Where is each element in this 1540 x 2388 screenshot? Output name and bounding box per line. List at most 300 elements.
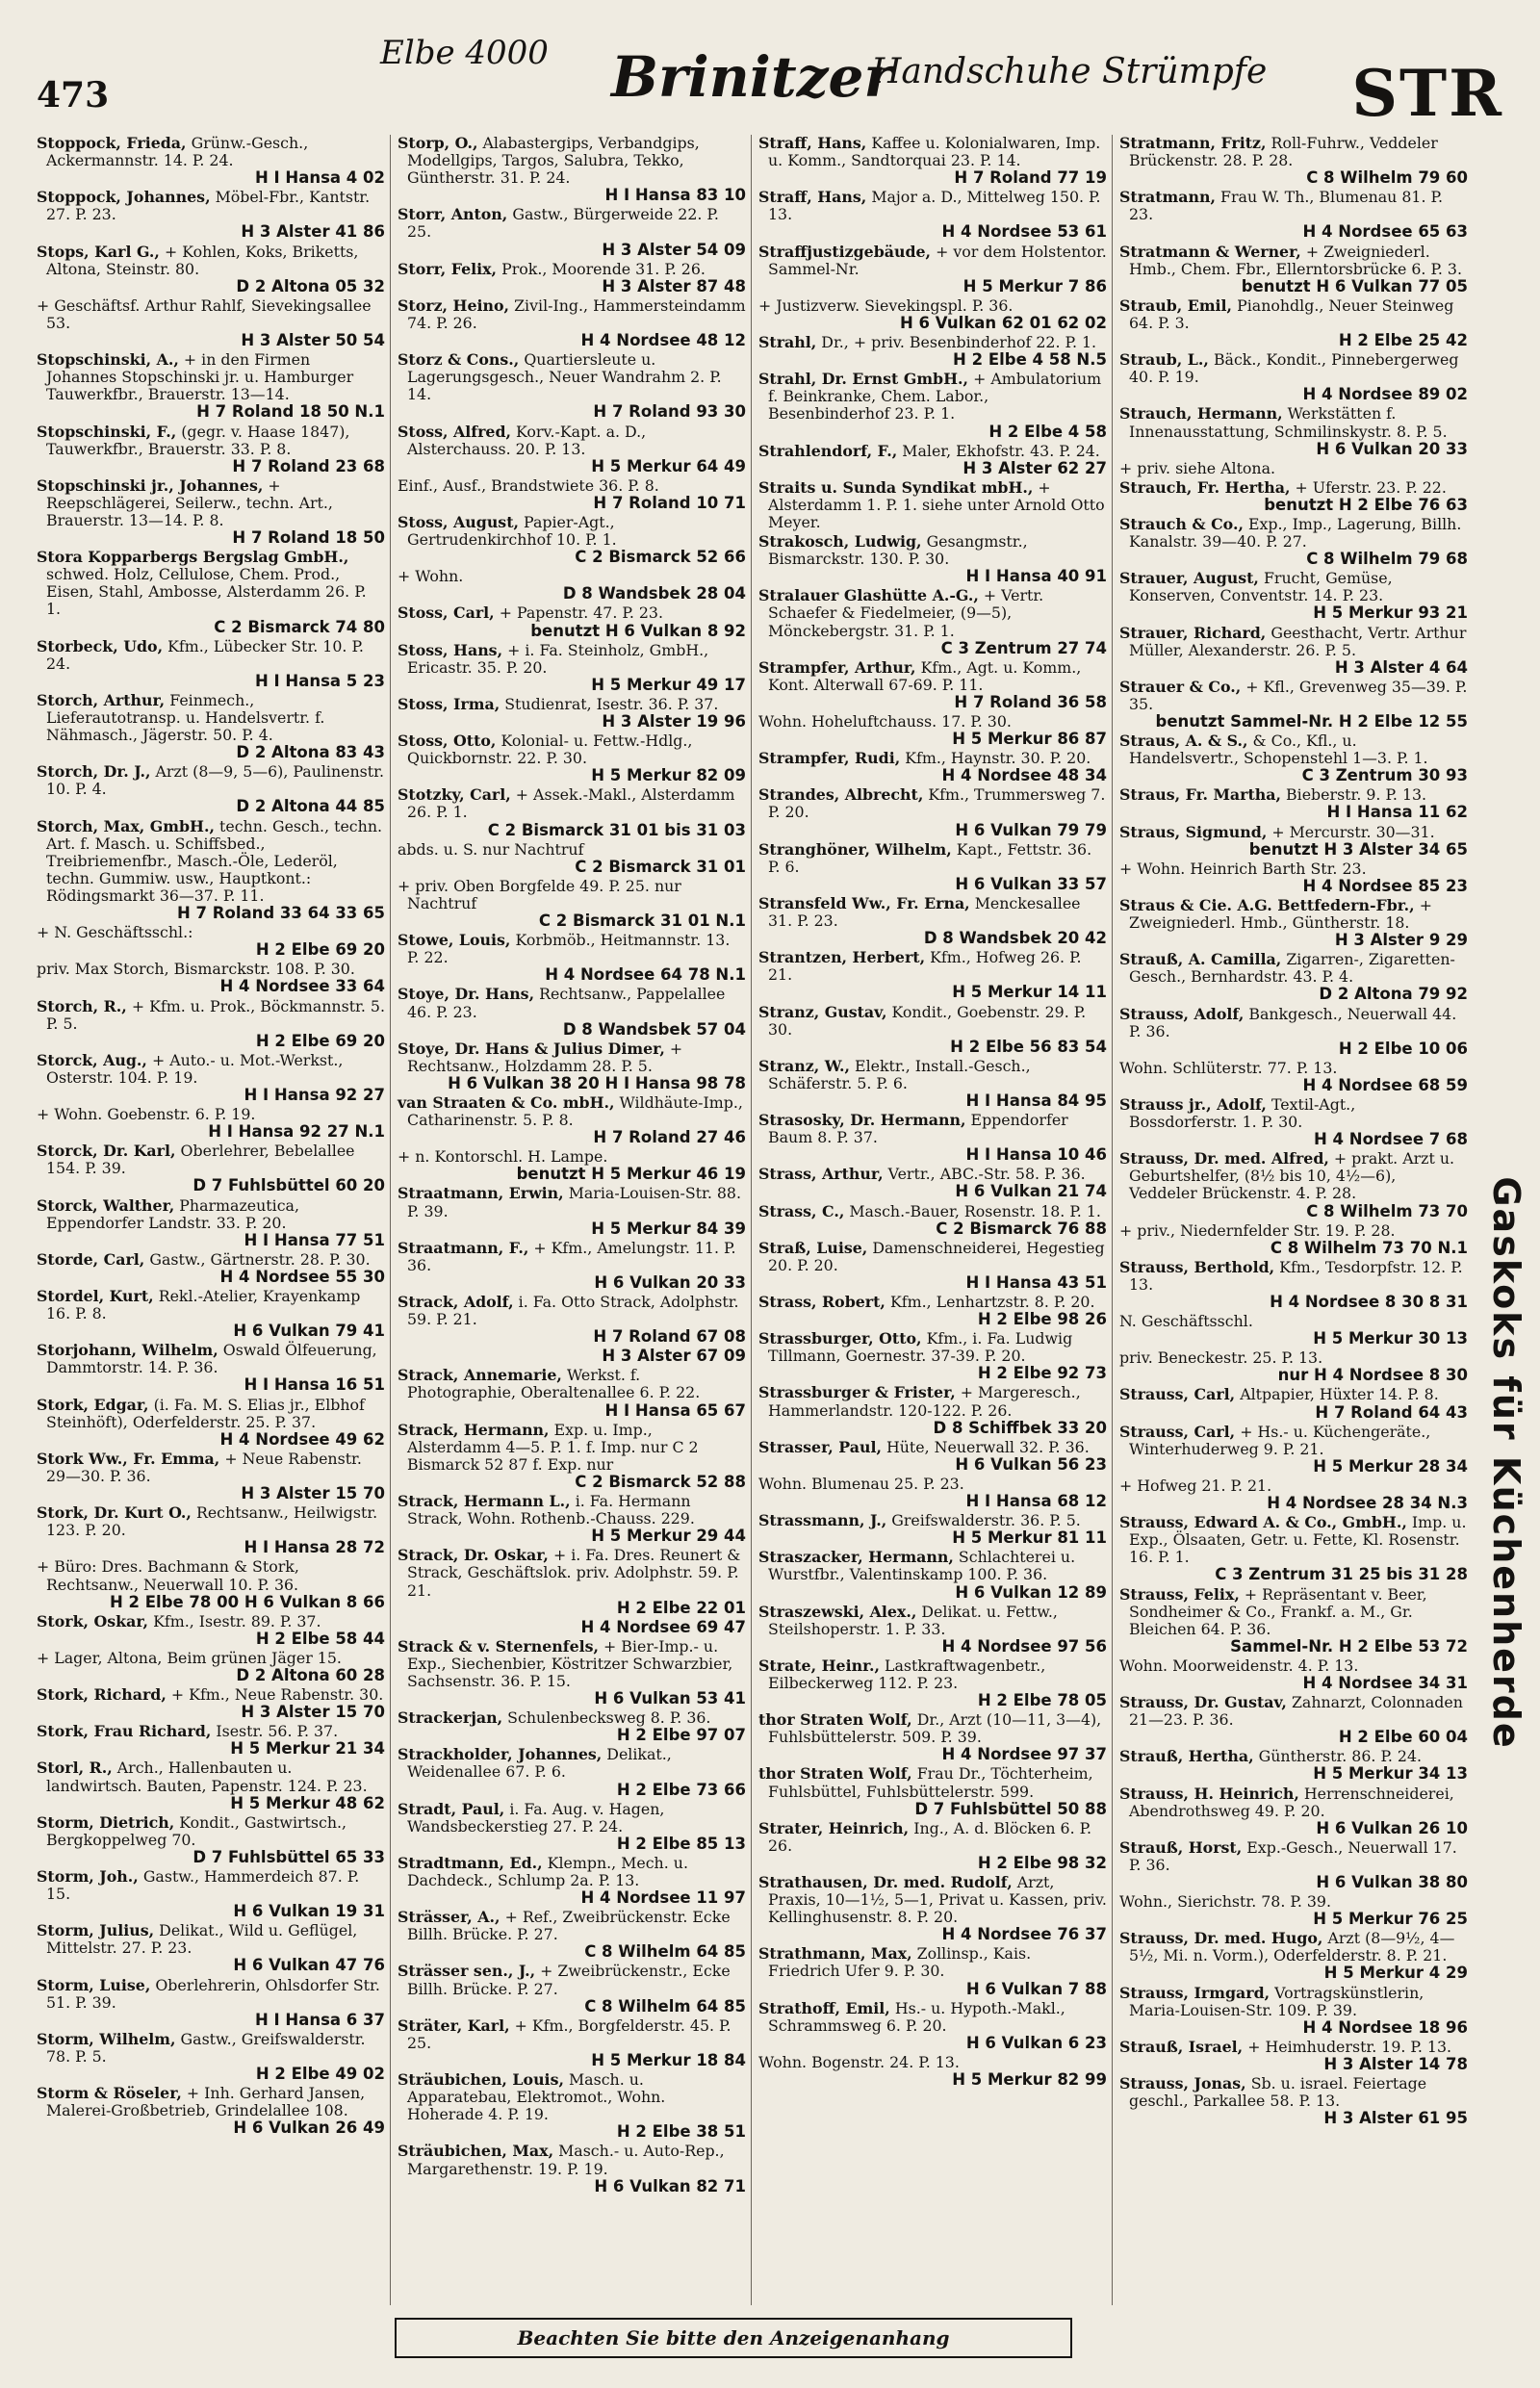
entry-phone: C 8 Wilhelm 79 68	[1306, 550, 1468, 569]
entry-details: N. Geschäftsschl.	[1119, 1312, 1253, 1331]
entry-details: + Rechtsanw., Holzdamm 28. P. 5.	[407, 1039, 683, 1075]
entry-name: Storck, Walther,	[37, 1195, 175, 1215]
directory-entry	[37, 2085, 385, 2137]
entry-details: Wohn. Blumenau 25. P. 23.	[758, 1474, 964, 1493]
entry-phone: H 5 Merkur 49 17	[591, 675, 746, 694]
entry-phone: H 2 Elbe 60 04	[1338, 1728, 1468, 1747]
directory-entry	[758, 713, 1107, 748]
entry-details: Studienrat, Isestr. 36. P. 37.	[504, 694, 719, 713]
entry-details: Papier-Agt., Gertrudenkirchhof 10. P. 1.	[407, 512, 617, 550]
entry-name: Strässer sen., J.,	[398, 1962, 536, 1981]
directory-entry	[398, 297, 746, 349]
entry-details: + Mercurstr. 30—31.	[1271, 822, 1435, 841]
entry-name: Strack, Hermann,	[398, 1420, 550, 1439]
entry-details: Textil-Agt., Bossdorferstr. 1. P. 30.	[1129, 1094, 1356, 1132]
entry-phone: H 2 Elbe 4 58	[988, 422, 1107, 441]
entry-phone: H 4 Nordsee 89 02	[1302, 385, 1468, 404]
directory-entry	[398, 1422, 746, 1491]
entry-name: Storm, Julius,	[37, 1921, 155, 1940]
entry-details: Kaffee u. Kolonialwaren, Imp. u. Komm., Sandtorquai 23. P. 14.	[768, 134, 1101, 170]
entry-name: Storm, Wilhelm,	[37, 2029, 176, 2048]
entry-details: + Margeresch., Hammerlandstr. 120-122. P. 26.	[768, 1383, 1081, 1420]
directory-entry	[37, 924, 385, 959]
entry-details: Quartiersleute u. Lagerungsgesch., Neuer Wandrahm 2. P. 14.	[407, 350, 722, 404]
entry-details: Korv.-Kapt. a. D., Alsterchauss. 20. P. 13.	[407, 422, 647, 458]
entry-details: schwed. Holz, Cellulose, Chem. Prod., Eisen, Stahl, Ambosse, Alsterdamm 26. P. 1.	[46, 565, 367, 619]
entry-name: Strauer & Co.,	[1119, 677, 1242, 696]
entry-name: Storm, Dietrich,	[37, 1812, 175, 1832]
directory-entry	[1119, 1222, 1468, 1257]
entry-details: Kfm., Lenhartzstr. 8. P. 20.	[889, 1293, 1095, 1311]
entry-name: Strasosky, Dr. Hermann,	[758, 1111, 966, 1130]
entry-details: Bankgesch., Neuerwall 44. P. 36.	[1129, 1004, 1457, 1040]
entry-phone: benutzt H 2 Elbe 76 63	[1264, 495, 1468, 514]
entry-phone: H I Hansa 84 95	[965, 1091, 1107, 1110]
entry-details: Exp., Imp., Lagerung, Billh. Kanalstr. 39—40. P. 27.	[1129, 514, 1462, 552]
directory-entry	[37, 1723, 385, 1758]
entry-phone: H 4 Nordsee 55 30	[219, 1267, 385, 1286]
entry-details: Güntherstr. 86. P. 24.	[1258, 1747, 1423, 1766]
entry-phone: H 7 Roland 27 46	[593, 1128, 746, 1147]
directory-entry	[1119, 1313, 1468, 1348]
directory-entry	[758, 1874, 1107, 1943]
column-3	[758, 135, 1107, 2305]
entry-phone: H 4 Nordsee 97 37	[941, 1745, 1107, 1764]
entry-name: Stoye, Dr. Hans & Julius Dimer,	[398, 1039, 665, 1058]
directory-entry	[1119, 1424, 1468, 1476]
entry-phone: H 4 Nordsee 48 12	[580, 331, 746, 350]
entry-phone: H 7 Roland 64 43	[1315, 1402, 1468, 1422]
directory-entry	[37, 638, 385, 690]
directory-entry	[758, 1604, 1107, 1656]
entry-details: Prok., Moorende 31. P. 26.	[501, 259, 706, 278]
entry-name: Straszacker, Hermann,	[758, 1548, 954, 1567]
directory-entry	[1119, 351, 1468, 403]
directory-entry	[758, 1112, 1107, 1164]
entry-details: + Reepschlägerei, Seilerw., techn. Art., Brauerstr. 13—14. P. 8.	[46, 475, 333, 529]
entry-name: Storz, Heino,	[398, 295, 510, 315]
entry-details: Menckesallee 31. P. 23.	[768, 893, 1081, 931]
entry-details: + Bier-Imp.- u. Exp., Siechenbier, Köstritzer Schwarzbier, Sachsenstr. 36. P. 15.	[407, 1636, 733, 1690]
entry-name: Stoss, Carl,	[398, 603, 495, 623]
entry-details: Imp. u. Exp., Ölsaaten, Getr. u. Fette, Kl. Rosenstr. 16. P. 1.	[1129, 1513, 1467, 1567]
entry-name: Stoss, Hans,	[398, 640, 503, 659]
entry-name: Stotzky, Carl,	[398, 785, 511, 805]
entry-details: + Heimhuderstr. 19. P. 13.	[1247, 2037, 1452, 2056]
entry-details: + Kfm., Neue Rabenstr. 30.	[170, 1685, 384, 1705]
entry-phone: H I Hansa 68 12	[965, 1492, 1107, 1511]
ad-right: Handschuhe Strümpfe	[871, 52, 1268, 91]
entry-details: + Hofweg 21. P. 21.	[1119, 1476, 1272, 1495]
column-4	[1119, 135, 1468, 2305]
entry-phone: H 3 Alster 67 09	[602, 1347, 746, 1366]
entry-phone: H 3 Alster 15 70	[241, 1703, 385, 1722]
entry-name: Straszewski, Alex.,	[758, 1602, 917, 1621]
entry-phone: H 7 Roland 23 68	[232, 456, 385, 475]
entry-name: Storp, O.,	[398, 134, 478, 152]
entry-phone: D 7 Fuhlsbüttel 65 33	[192, 1847, 385, 1866]
entry-name: Storde, Carl,	[37, 1249, 145, 1269]
directory-entry	[758, 1820, 1107, 1872]
directory-entry	[398, 514, 746, 566]
entry-phone: D 8 Schiffbek 33 20	[933, 1418, 1107, 1437]
directory-entry	[398, 1619, 746, 1636]
entry-details: Kfm., Hofweg 26. P. 21.	[768, 948, 1082, 985]
entry-phone: H 2 Elbe 56 83 54	[950, 1037, 1107, 1056]
entry-details: Werkst. f. Photographie, Oberaltenallee 6. P. 22.	[407, 1366, 701, 1402]
entry-phone: H 7 Roland 36 58	[954, 692, 1107, 711]
entry-name: Stordel, Kurt,	[37, 1287, 154, 1305]
entry-details: Arch., Hallenbauten u. landwirtsch. Bauten, Papenstr. 124. P. 23.	[46, 1759, 368, 1795]
entry-details: + Kfm., Borgfelderstr. 45. P. 25.	[407, 2016, 732, 2052]
directory-entry	[398, 642, 746, 694]
directory-entry	[758, 371, 1107, 440]
entry-phone: H 6 Vulkan 56 23	[955, 1454, 1107, 1474]
entry-name: Straus, Sigmund,	[1119, 822, 1268, 841]
entry-details: + Kfm., Amelungstr. 11. P. 36.	[407, 1238, 736, 1274]
entry-details: + vor dem Holstentor. Sammel-Nr.	[768, 242, 1107, 278]
entry-details: techn. Gesch., techn. Art. f. Masch. u. Schiffsbed., Treibriemenfbr., Masch.-Öle, Lederöl, techn. Gummiw. usw., Hauptkont.: Rödingsmarkt 36—37. P. 11.	[46, 816, 383, 905]
entry-name: Stratmann, Fritz,	[1119, 134, 1267, 152]
entry-details: + priv. siehe Altona.	[1119, 458, 1276, 477]
entry-details: + N. Geschäftsschl.:	[37, 923, 193, 942]
entry-details: Wohn. Bogenstr. 24. P. 13.	[758, 2052, 960, 2071]
entry-phone: H 2 Elbe 25 42	[1338, 331, 1468, 350]
directory-entry	[1119, 625, 1468, 677]
entry-name: Strauss, Carl,	[1119, 1422, 1236, 1441]
directory-entry	[1119, 1386, 1468, 1421]
entry-details: Altpapier, Hüxter 14. P. 8.	[1240, 1385, 1439, 1404]
entry-name: Strauss, H. Heinrich,	[1119, 1784, 1299, 1803]
directory-entry	[398, 135, 746, 204]
entry-phone: C 3 Zentrum 27 74	[940, 638, 1107, 657]
entry-name: Stranz, Gustav,	[758, 1002, 887, 1021]
entry-phone: benutzt H 3 Alster 34 65	[1248, 839, 1468, 859]
entry-details: Kfm., i. Fa. Ludwig Tillmann, Goernestr. 37-39. P. 20.	[768, 1329, 1073, 1366]
entry-phone: H 2 Elbe 10 06	[1338, 1039, 1468, 1058]
directory-entry	[1119, 135, 1468, 187]
entry-phone: C 8 Wilhelm 73 70	[1306, 1201, 1468, 1220]
directory-entry	[398, 1367, 746, 1419]
entry-name: Strass, Arthur,	[758, 1165, 884, 1184]
entry-phone: C 2 Bismarck 52 88	[575, 1472, 746, 1491]
entry-name: Straub, L.,	[1119, 350, 1209, 370]
directory-entry	[37, 549, 385, 635]
entry-phone: H 3 Alster 14 78	[1323, 2054, 1468, 2073]
entry-phone: H 3 Alster 87 48	[602, 276, 746, 295]
entry-name: Straatmann, F.,	[398, 1238, 529, 1257]
entry-name: Storr, Anton,	[398, 205, 508, 224]
entry-details: Pharmazeutica, Eppendorfer Landstr. 33. P. 20.	[46, 1195, 299, 1232]
entry-name: Stork, Dr. Kurt O.,	[37, 1503, 192, 1523]
entry-name: Strahl,	[758, 333, 817, 352]
entry-phone: H 7 Roland 18 50 N.1	[196, 402, 385, 422]
entry-phone: H 3 Alster 62 27	[962, 458, 1107, 477]
entry-name: Strater, Heinrich,	[758, 1818, 910, 1837]
header-advertisement	[380, 27, 1268, 114]
entry-phone: H 5 Merkur 48 62	[230, 1793, 385, 1812]
directory-entry	[37, 1922, 385, 1974]
entry-phone: D 8 Wandsbek 20 42	[923, 929, 1107, 948]
entry-name: Storck, Dr. Karl,	[37, 1142, 176, 1161]
side-advertisement	[1482, 924, 1530, 2002]
entry-phone: H 2 Elbe 49 02	[255, 2065, 385, 2084]
directory-entry	[1119, 860, 1468, 895]
entry-details: Sb. u. israel. Feiertage geschl., Parkallee 58. P. 13.	[1129, 2074, 1427, 2111]
entry-name: Storm, Joh.,	[37, 1867, 139, 1886]
entry-name: Strack, Adolf,	[398, 1293, 514, 1311]
entry-name: Stork, Oskar,	[37, 1611, 149, 1631]
entry-phone: H 6 Vulkan 20 33	[1316, 439, 1468, 458]
directory-entry	[398, 732, 746, 784]
entry-phone: H 7 Roland 77 19	[954, 168, 1107, 188]
directory-entry	[758, 895, 1107, 947]
entry-details: Masch. u. Apparatebau, Elektromot., Wohn. Hoherade 4. P. 19.	[407, 2070, 666, 2124]
entry-phone: H 4 Nordsee 85 23	[1302, 876, 1468, 895]
entry-name: Strauer, Richard,	[1119, 623, 1267, 642]
entry-name: Stopschinski, A.,	[37, 350, 179, 370]
entry-details: Vertr., ABC.-Str. 58. P. 36.	[887, 1165, 1086, 1184]
entry-details: + Auto.- u. Mot.-Werkst., Osterstr. 104. P. 19.	[46, 1050, 344, 1087]
entry-name: Straus, A. & S.,	[1119, 732, 1248, 751]
entry-phone: H 3 Alster 15 70	[241, 1484, 385, 1503]
directory-entry	[37, 998, 385, 1050]
entry-phone: H 5 Merkur 64 49	[591, 456, 746, 475]
directory-entry	[398, 1148, 746, 1183]
directory-entry	[37, 1052, 385, 1104]
directory-entry	[758, 189, 1107, 241]
entry-details: Zollinsp., Kais. Friedrich Ufer 9. P. 30.	[768, 1944, 1032, 1981]
directory-entry	[1119, 2039, 1468, 2073]
entry-details: Rekl.-Atelier, Krayenkamp 16. P. 8.	[46, 1287, 361, 1323]
entry-phone: H I Hansa 92 27	[244, 1085, 385, 1104]
entry-name: Strathoff, Emil,	[758, 1998, 890, 2017]
directory-entry	[398, 604, 746, 639]
directory-entry	[37, 2031, 385, 2083]
entry-name: Strathausen, Dr. med. Rudolf,	[758, 1873, 1013, 1891]
entry-name: Storch, R.,	[37, 996, 127, 1015]
entry-name: Straatmann, Erwin,	[398, 1184, 564, 1203]
directory-entry	[398, 1185, 746, 1237]
entry-details: Kapt., Fettstr. 36. P. 6.	[768, 839, 1092, 876]
directory-entry	[758, 135, 1107, 187]
entry-name: Strakosch, Ludwig,	[758, 532, 922, 552]
directory-entry	[1119, 897, 1468, 949]
entry-phone: H I Hansa 77 51	[244, 1230, 385, 1249]
entry-name: Stratmann,	[1119, 188, 1216, 207]
entry-phone: D 2 Altona 79 92	[1319, 985, 1468, 1004]
entry-name: Strauss, Carl,	[1119, 1385, 1236, 1404]
entry-phone: H 7 Roland 93 30	[593, 402, 746, 422]
entry-name: Strauss, Felix,	[1119, 1584, 1240, 1604]
entry-name: Stork, Edgar,	[37, 1395, 149, 1414]
entry-phone: H I Hansa 10 46	[965, 1145, 1107, 1165]
entry-details: Wohn. Schlüterstr. 77. P. 13.	[1119, 1058, 1338, 1077]
entry-name: thor Straten Wolf,	[758, 1764, 912, 1784]
entry-name: Strauß, A. Camilla,	[1119, 950, 1282, 969]
entry-name: Strampfer, Rudi,	[758, 749, 901, 768]
entry-details: Feinmech., Lieferautotransp. u. Handelsvertr. f. Nähmasch., Jägerstr. 50. P. 4.	[46, 690, 325, 745]
entry-phone: H I Hansa 11 62	[1326, 803, 1468, 822]
entry-details: Frau Dr., Töchterheim, Fuhlsbüttel, Fuhlsbüttelerstr. 599.	[768, 1764, 1093, 1801]
directory-entry	[398, 841, 746, 876]
directory-entry	[398, 1709, 746, 1744]
directory-entry	[398, 878, 746, 930]
directory-entry	[758, 2000, 1107, 2052]
directory-entry	[1119, 1930, 1468, 1982]
entry-details: Dr., + priv. Besenbinderhof 22. P. 1.	[821, 333, 1097, 352]
entry-name: Strauss, Jonas,	[1119, 2074, 1246, 2093]
entry-details: Gastw., Bürgerweide 22. P. 25.	[407, 205, 719, 242]
page-number: 473	[37, 75, 110, 116]
directory-entry	[37, 692, 385, 761]
entry-name: Strauch & Co.,	[1119, 514, 1244, 533]
entry-details: Kfm., Isestr. 89. P. 37.	[153, 1611, 321, 1631]
directory-entry	[1119, 951, 1468, 1003]
entry-details: Arzt (8—9, 5—6), Paulinenstr. 10. P. 4.	[46, 762, 384, 799]
entry-name: Strack, Dr. Oskar,	[398, 1546, 549, 1565]
entry-phone: H 4 Nordsee 7 68	[1313, 1130, 1468, 1149]
footer-text: Beachten Sie bitte den Anzeigenanhang	[517, 2326, 950, 2349]
directory-entry	[1119, 1657, 1468, 1692]
entry-details: & Co., Kfl., u. Handelsvertr., Schopenstehl 1—3. P. 1.	[1129, 732, 1428, 768]
entry-details: + prakt. Arzt u. Geburtshelfer, (8½ bis 10, 4½—6), Veddeler Brückenstr. 4. P. 28.	[1129, 1149, 1455, 1203]
entry-name: Strantzen, Herbert,	[758, 948, 926, 967]
entry-details: Hüte, Neuerwall 32. P. 36.	[886, 1437, 1090, 1456]
directory-entry	[758, 1945, 1107, 1997]
entry-name: Stoss, Alfred,	[398, 422, 511, 441]
entry-phone: H 2 Elbe 97 07	[616, 1726, 746, 1745]
entry-phone: H 5 Merkur 29 44	[591, 1527, 746, 1546]
entry-phone: H I Hansa 43 51	[965, 1272, 1107, 1292]
entry-phone: H 7 Roland 18 50	[232, 528, 385, 548]
entry-name: Sträubichen, Max,	[398, 2142, 554, 2161]
directory-entry	[758, 1476, 1107, 1510]
entry-phone: nur H 4 Nordsee 8 30	[1277, 1366, 1468, 1385]
entry-details: Gastw., Greifswalderstr. 78. P. 5.	[46, 2029, 366, 2066]
entry-phone: H 3 Alster 19 96	[602, 712, 746, 731]
directory-entry	[1119, 244, 1468, 295]
directory-entry	[398, 1348, 746, 1365]
entry-details: Kondit., Goebenstr. 29. P. 30.	[768, 1002, 1087, 1039]
entry-phone: H 2 Elbe 73 66	[616, 1780, 746, 1799]
entry-name: Stork Ww., Fr. Emma,	[37, 1449, 220, 1468]
directory-entry	[758, 533, 1107, 585]
directory-entry	[758, 1240, 1107, 1292]
entry-details: Frucht, Gemüse, Konserven, Conventstr. 14. P. 23.	[1129, 569, 1393, 605]
entry-details: Werkstätten f. Innenausstattung, Schmilinskystr. 8. P. 5.	[1129, 404, 1448, 441]
entry-details: Gesangmstr., Bismarckstr. 130. P. 30.	[768, 532, 1028, 569]
entry-details: + Hs.- u. Küchengeräte., Winterhuderweg 9. P. 21.	[1129, 1422, 1431, 1458]
entry-details: Wohn. Moorweidenstr. 4. P. 13.	[1119, 1656, 1359, 1675]
entry-name: Storck, Aug.,	[37, 1050, 147, 1069]
entry-phone: H 4 Nordsee 65 63	[1302, 222, 1468, 242]
entry-phone: H 3 Alster 9 29	[1334, 931, 1468, 950]
directory-entry	[1119, 1477, 1468, 1512]
directory-entry	[1119, 405, 1468, 457]
entry-name: Storm, Luise,	[37, 1975, 151, 1994]
directory-entry	[758, 1294, 1107, 1328]
entry-name: Strate, Heinr.,	[758, 1656, 880, 1675]
entry-name: Stoss, Otto,	[398, 732, 497, 751]
directory-entry	[758, 1330, 1107, 1382]
directory-entry	[758, 297, 1107, 332]
entry-details: Eppendorfer Baum 8. P. 37.	[768, 1111, 1068, 1147]
entry-details: Herrenschneiderei, Abendrothsweg 49. P. 20.	[1129, 1784, 1454, 1820]
directory-entry	[398, 1240, 746, 1292]
directory-entry	[758, 750, 1107, 784]
entry-phone: H 5 Merkur 93 21	[1313, 603, 1468, 623]
directory-entry	[758, 1203, 1107, 1238]
entry-phone: H 6 Vulkan 12 89	[955, 1582, 1107, 1602]
entry-phone: H 5 Merkur 4 29	[1323, 1964, 1468, 1983]
entry-details: Bäck., Kondit., Pinnebergerweg 40. P. 19.	[1129, 350, 1459, 387]
entry-phone: H 3 Alster 54 09	[602, 240, 746, 259]
entry-details: + Papenstr. 47. P. 23.	[499, 603, 663, 623]
entry-phone: D 7 Fuhlsbüttel 60 20	[192, 1176, 385, 1195]
entry-details: Delikat., Wild u. Geflügel, Mittelstr. 27. P. 23.	[46, 1921, 358, 1958]
entry-details: Kfm., Tesdorpfstr. 12. P. 13.	[1129, 1257, 1463, 1294]
entry-phone: H 6 Vulkan 19 31	[233, 1902, 385, 1921]
directory-entry	[1119, 1586, 1468, 1656]
directory-entry	[1119, 1748, 1468, 1783]
entry-phone: H 2 Elbe 78 00 H 6 Vulkan 8 66	[109, 1592, 385, 1611]
directory-entry	[398, 2143, 746, 2195]
entry-phone: C 2 Bismarck 52 66	[575, 548, 746, 567]
directory-entry	[758, 1058, 1107, 1110]
entry-details: + Assek.-Makl., Alsterdamm 26. P. 1.	[407, 785, 735, 822]
directory-entry	[37, 424, 385, 475]
entry-name: Strahlendorf, F.,	[758, 441, 898, 460]
entry-name: Storch, Dr. J.,	[37, 762, 151, 782]
directory-entry	[37, 1397, 385, 1449]
entry-name: Strauß, Horst,	[1119, 1837, 1243, 1857]
entry-name: Straub, Emil,	[1119, 295, 1233, 315]
directory-entry	[398, 1909, 746, 1961]
entry-details: Exp.-Gesch., Neuerwall 17. P. 36.	[1129, 1837, 1457, 1874]
entry-phone: H 2 Elbe 85 13	[616, 1834, 746, 1853]
entry-phone: H 4 Nordsee 53 61	[941, 222, 1107, 242]
entry-details: Vortragskünstlerin, Maria-Louisen-Str. 109. P. 39.	[1129, 1983, 1424, 2019]
entry-phone: H I Hansa 83 10	[604, 186, 746, 205]
section-label: STR	[1351, 56, 1503, 131]
entry-phone: C 2 Bismarck 31 01 bis 31 03	[487, 820, 746, 839]
entry-phone: H 2 Elbe 69 20	[255, 1031, 385, 1050]
entry-phone: D 2 Altona 83 43	[236, 743, 385, 762]
entry-details: + Kohlen, Koks, Briketts, Altona, Steinstr. 80.	[46, 242, 359, 278]
directory-entry	[1119, 1006, 1468, 1058]
entry-name: Straff, Hans,	[758, 134, 867, 152]
entry-phone: D 7 Fuhlsbüttel 50 88	[914, 1799, 1107, 1818]
entry-phone: H 6 Vulkan 6 23	[965, 2033, 1107, 2052]
entry-name: Stoppock, Johannes,	[37, 188, 211, 207]
entry-phone: H 5 Merkur 82 09	[591, 766, 746, 785]
entry-phone: C 8 Wilhelm 64 85	[584, 1942, 746, 1962]
entry-phone: H 4 Nordsee 48 34	[941, 766, 1107, 785]
entry-details: + Kfm. u. Prok., Böckmannstr. 5. P. 5.	[46, 996, 385, 1033]
entry-phone: H 2 Elbe 58 44	[255, 1629, 385, 1648]
entry-details: Arzt (8—9½, 4—5½, Mi. n. Vorm.), Oderfelderstr. 8. P. 21.	[1129, 1929, 1455, 1965]
entry-phone: H 5 Merkur 84 39	[591, 1219, 746, 1238]
entry-details: Kondit., Gastwirtsch., Bergkoppelweg 70.	[46, 1812, 347, 1849]
entry-details: Exp. u. Imp., Alsterdamm 4—5. P. 1. f. Imp. nur C 2 Bismarck 52 87 f. Exp. nur	[407, 1420, 699, 1474]
entry-name: Strackerjan,	[398, 1708, 503, 1728]
directory-entry	[37, 1504, 385, 1556]
entry-phone: H 7 Roland 10 71	[593, 493, 746, 512]
entry-phone: H 2 Elbe 22 01	[616, 1598, 746, 1617]
directory-entry	[37, 244, 385, 295]
directory-entry	[758, 1004, 1107, 1056]
